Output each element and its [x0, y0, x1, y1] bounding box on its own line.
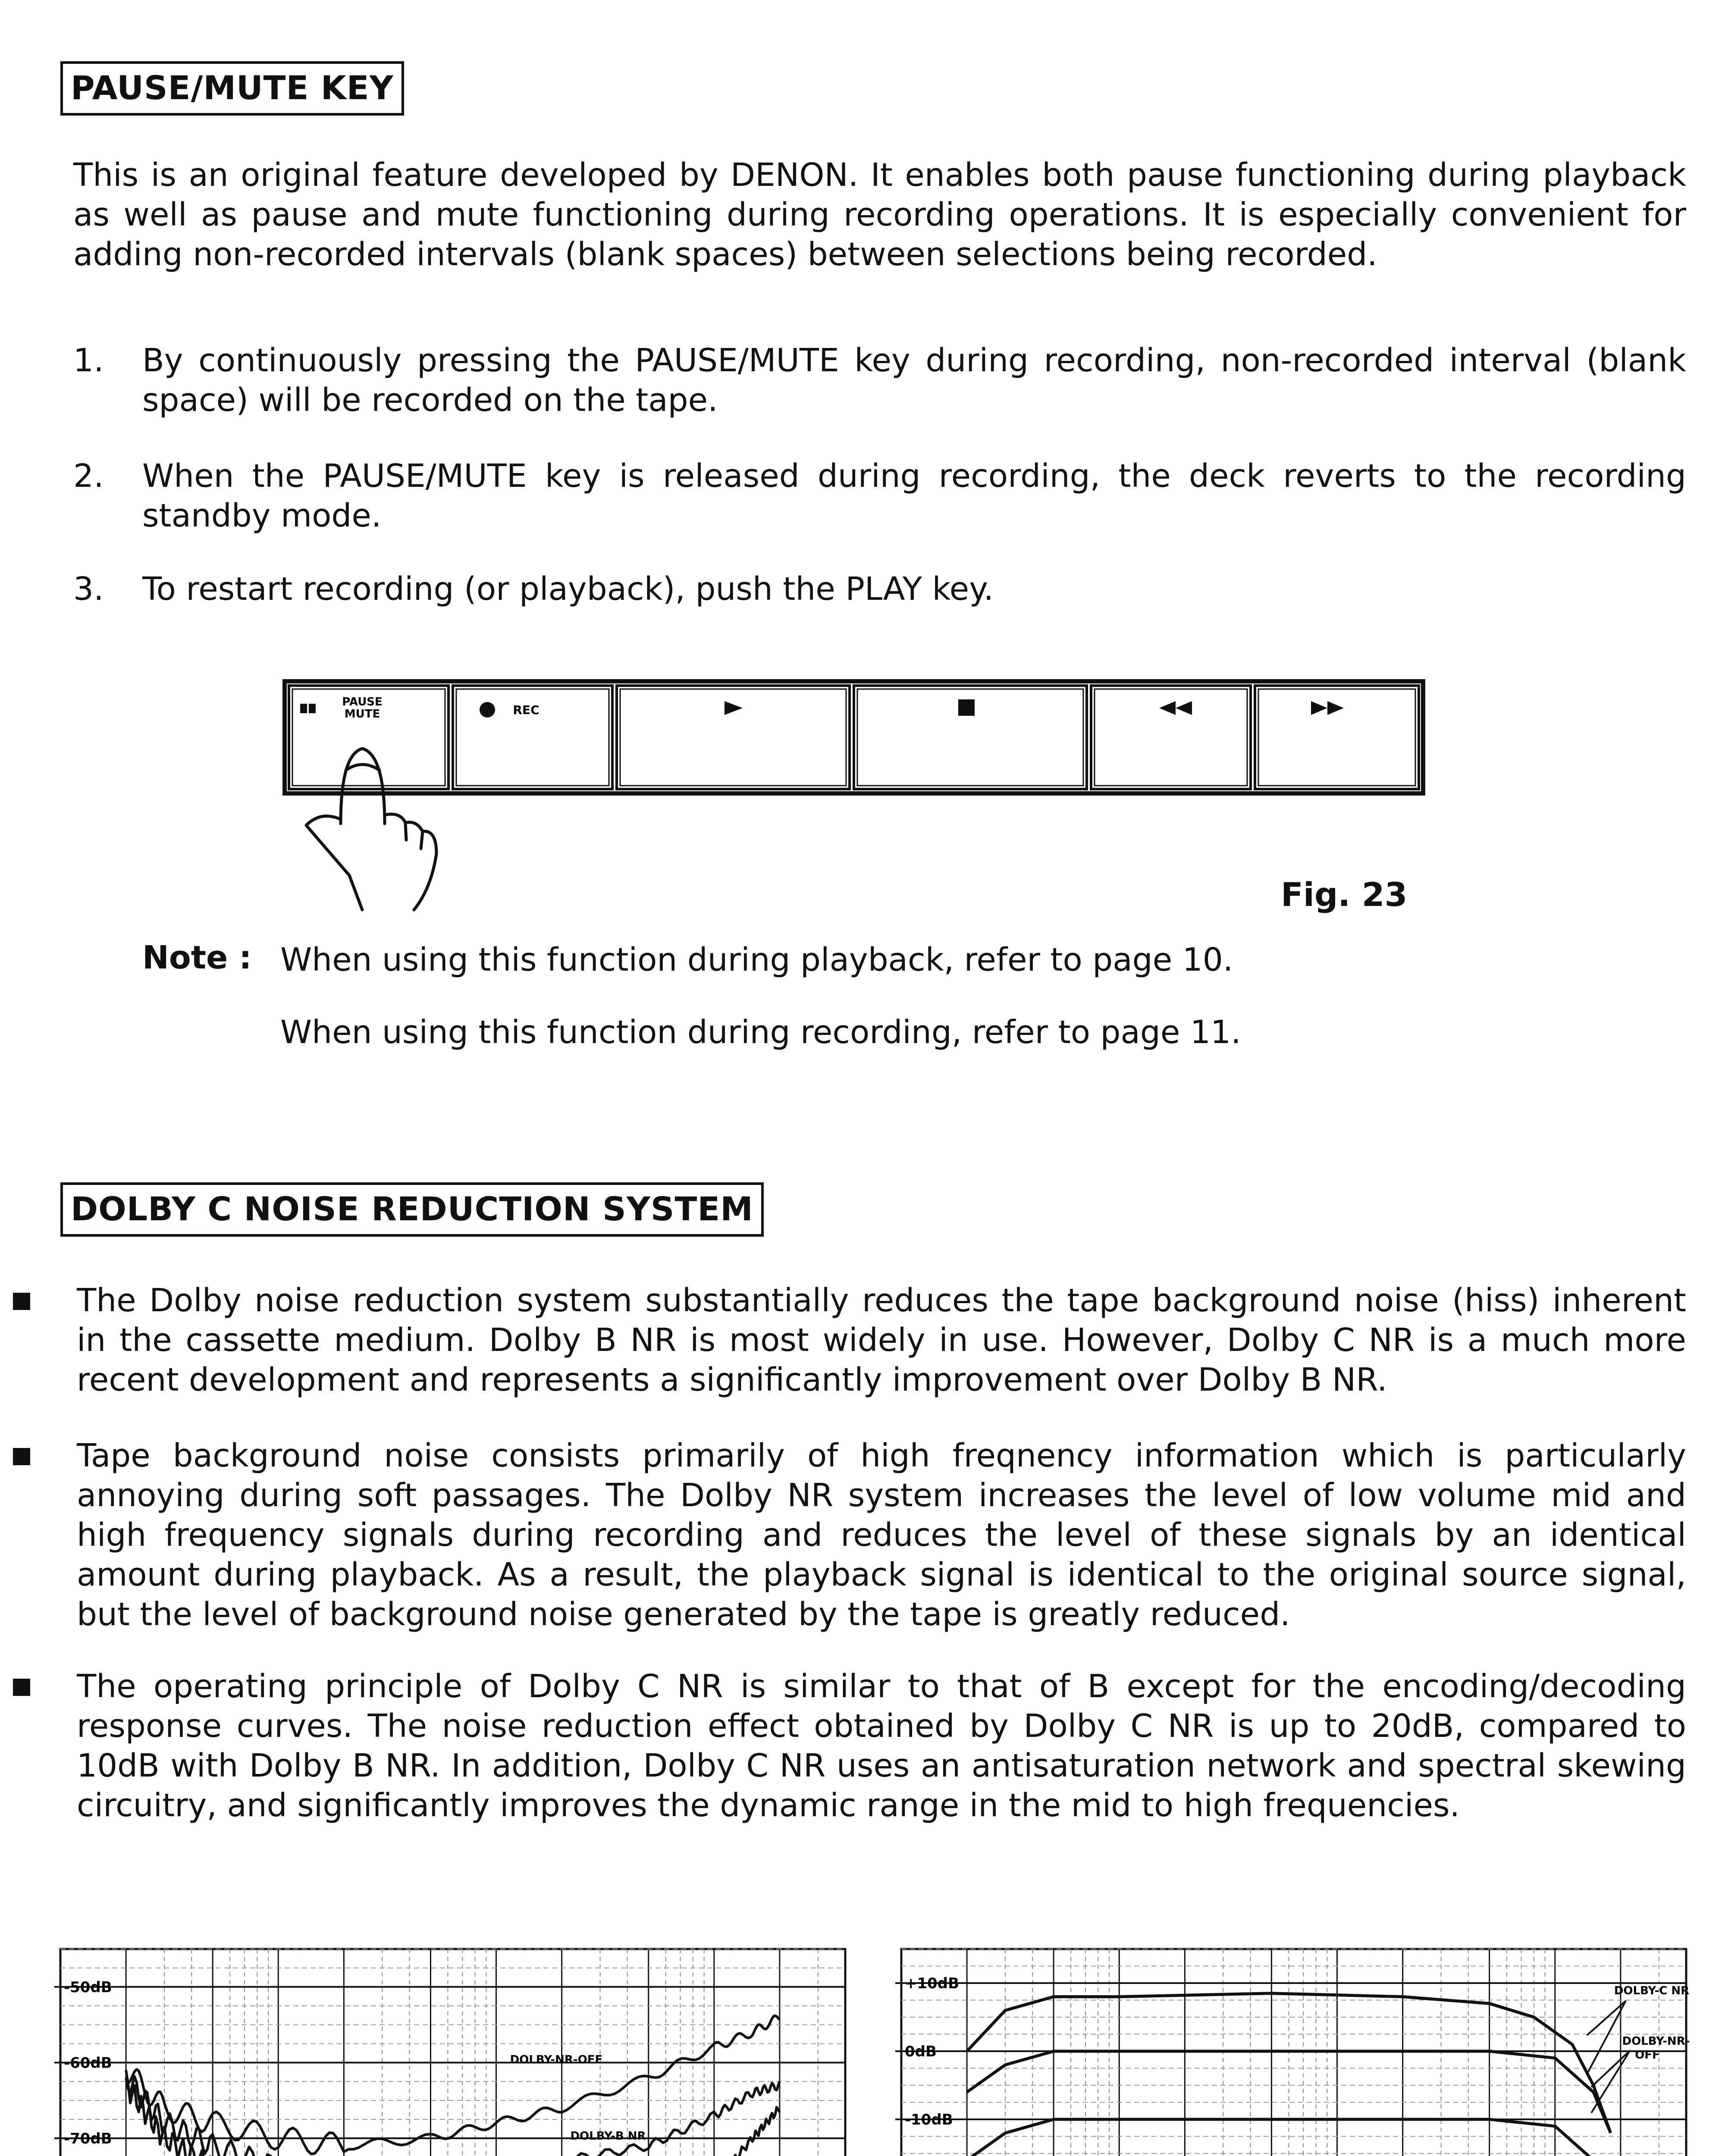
label-dolby-nr-off-2: OFF — [1635, 2049, 1660, 2062]
step-number: 1. — [73, 342, 104, 379]
stop-key[interactable] — [854, 686, 1087, 789]
record-dot-icon — [480, 702, 495, 718]
rec-key[interactable] — [453, 686, 612, 789]
label-dolby-nr-off: DOLBY-NR-OFF — [510, 2053, 603, 2066]
fig23-caption: Fig. 23 — [1281, 875, 1408, 914]
step-3 — [73, 569, 1686, 612]
bullet-square-icon — [13, 1679, 30, 1696]
pause-icon — [300, 704, 307, 713]
fast-forward-key[interactable] — [1255, 686, 1419, 789]
rec-key-label: REC — [513, 703, 539, 717]
note-line-1: When using this function during playback, refer to page 10. — [280, 941, 1233, 978]
y-tick-label: -50dB — [64, 1978, 112, 1996]
pause-intro-paragraph: This is an original feature developed by DENON. It enables both pause functioning during playback as well as pause and mute functioning during recording operations. It is especially convenient for adding non-recorded intervals (blank spaces) between selections being recorded. — [73, 157, 1686, 273]
pause-key-label-1: PAUSE — [342, 696, 383, 708]
y-tick-label: -10dB — [905, 2111, 953, 2128]
stop-icon — [958, 699, 975, 716]
pause-mute-heading: PAUSE/MUTE KEY — [60, 61, 404, 116]
fig24-noise-chart — [39, 1932, 875, 2156]
step-text: When the PAUSE/MUTE key is released during recording, the deck reverts to the recording standby mode. — [142, 458, 1686, 534]
step-number: 3. — [73, 570, 104, 608]
dolby-heading: DOLBY C NOISE REDUCTION SYSTEM — [60, 1182, 764, 1237]
label-dolby-b-nr: DOLBY-B NR — [570, 2130, 646, 2143]
bullet-square-icon — [13, 1293, 30, 1310]
pause-mute-key[interactable] — [289, 686, 448, 789]
dolby-bullet-1 — [13, 1281, 1686, 1401]
fig25-response-chart — [880, 1932, 1716, 2156]
plot-frame — [60, 1949, 845, 2156]
y-tick-label: 0dB — [905, 2043, 937, 2060]
step-2 — [73, 456, 1686, 538]
rewind-key[interactable] — [1091, 686, 1251, 789]
note-label: Note : — [142, 939, 252, 976]
dolby-bullet-3 — [13, 1667, 1686, 1826]
y-tick-label: -60dB — [64, 2054, 112, 2072]
y-tick-label: -70dB — [64, 2130, 112, 2147]
bullet-square-icon — [13, 1448, 30, 1465]
note-line-2: When using this function during recording, refer to page 11. — [280, 1014, 1241, 1051]
label-dolby-c-nr: DOLBY-C NR — [1614, 1984, 1690, 1997]
step-text: By continuously pressing the PAUSE/MUTE key during recording, non-recorded interval (blank space) will be recorded on the tape. — [142, 342, 1686, 419]
play-key[interactable] — [617, 686, 850, 789]
bullet-text: The operating principle of Dolby C NR is similar to that of B except for the encoding/decoding response curves. The noise reduction effect obtained by Dolby C NR is up to 20dB, compared to 10dB with Dolby B NR. In addition, Dolby C NR uses an antisaturation network and spectral skewing circuitry, and significantly improves the dynamic range in the mid to high frequencies. — [77, 1668, 1686, 1824]
label-dolby-nr-off-1: DOLBY-NR- — [1622, 2035, 1690, 2048]
step-number: 2. — [73, 458, 104, 495]
dolby-bullet-2 — [13, 1436, 1686, 1639]
step-1 — [73, 341, 1686, 423]
bullet-text: Tape background noise consists primarily of high freqnency information which is particularly annoying during soft passages. The Dolby NR system increases the level of low volume mid and high frequency signals during recording and reduces the level of these signals by an identical amount during playback. As a result, the playback signal is identical to the original source signal, but the level of background noise generated by the tape is greatly reduced. — [77, 1437, 1686, 1633]
step-text: To restart recording (or playback), push the PLAY key. — [142, 570, 994, 608]
bullet-text: The Dolby noise reduction system substantially reduces the tape background noise (hiss) inherent in the cassette medium. Dolby B NR is most widely in use. However, Dolby C NR is a much more recent development and represents a significantly improvement over Dolby B NR. — [77, 1282, 1686, 1398]
y-tick-label: +10dB — [905, 1975, 960, 1992]
pause-key-label-2: MUTE — [344, 708, 380, 721]
